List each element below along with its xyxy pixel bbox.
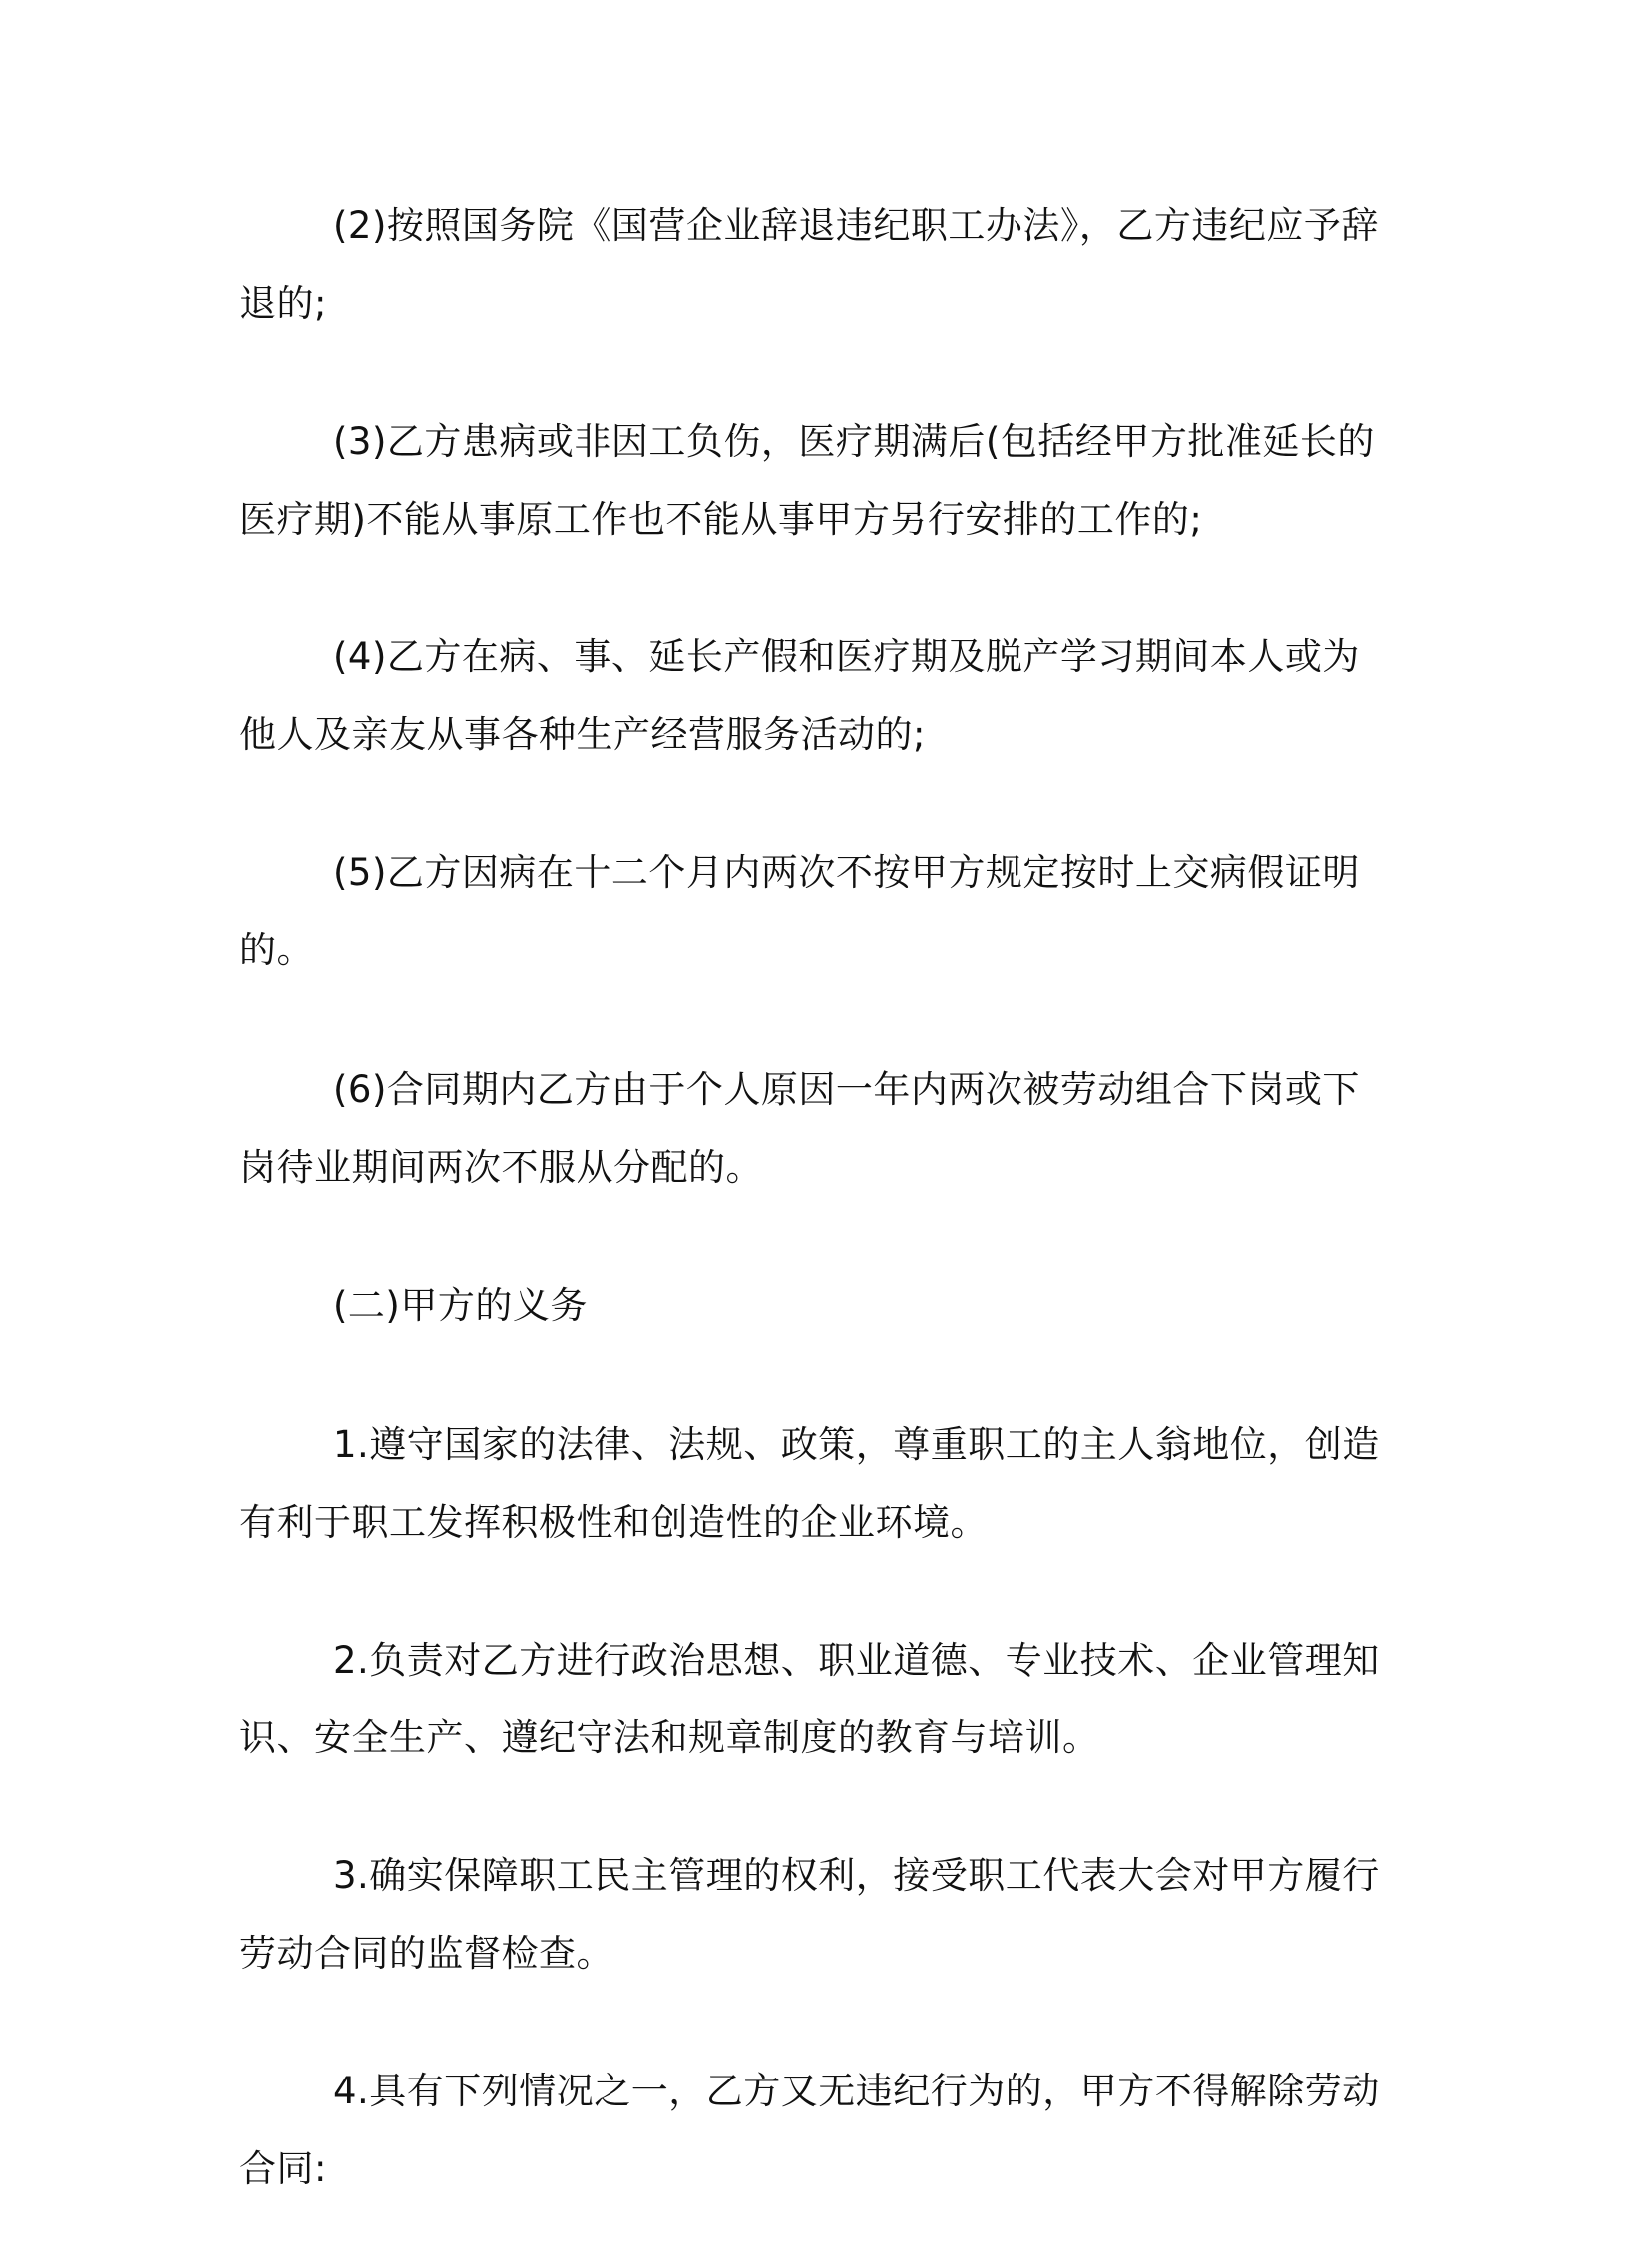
document-body: [239, 188, 1387, 2268]
section-heading-party-a-obligations: (二)甲方的义务: [333, 1284, 588, 1326]
clause-6-refusal-of-assignment: (6)合同期内乙方由于个人原因一年内两次被劳动组合下岗或下岗待业期间两次不服从分配的。: [239, 1068, 1360, 1189]
clause-4-outside-activities: (4)乙方在病、事、延长产假和医疗期及脱产学习期间本人或为他人及亲友从事各种生产经营服务活动的;: [239, 635, 1360, 756]
obligation-4-no-termination: 4.具有下列情况之一，乙方又无违纪行为的，甲方不得解除劳动合同:: [239, 2070, 1380, 2190]
clause-3-illness-injury: (3)乙方患病或非因工负伤，医疗期满后(包括经甲方批准延长的医疗期)不能从事原工作也不能从事甲方另行安排的工作的;: [239, 420, 1375, 541]
obligation-2-training: 2.负责对乙方进行政治思想、职业道德、专业技术、企业管理知识、安全生产、遵纪守法和规章制度的教育与培训。: [239, 1639, 1380, 1759]
clause-2-dismissal-for-violation: (2)按照国务院《国营企业辞退违纪职工办法》，乙方违纪应予辞退的;: [239, 204, 1379, 325]
obligation-3-democratic-management: 3.确实保障职工民主管理的权利，接受职工代表大会对甲方履行劳动合同的监督检查。: [239, 1854, 1380, 1975]
clause-5-sick-leave-proof: (5)乙方因病在十二个月内两次不按甲方规定按时上交病假证明的。: [239, 851, 1360, 971]
obligation-1-comply-laws: 1.遵守国家的法律、法规、政策，尊重职工的主人翁地位，创造有利于职工发挥积极性和创造性的企业环境。: [239, 1423, 1380, 1544]
